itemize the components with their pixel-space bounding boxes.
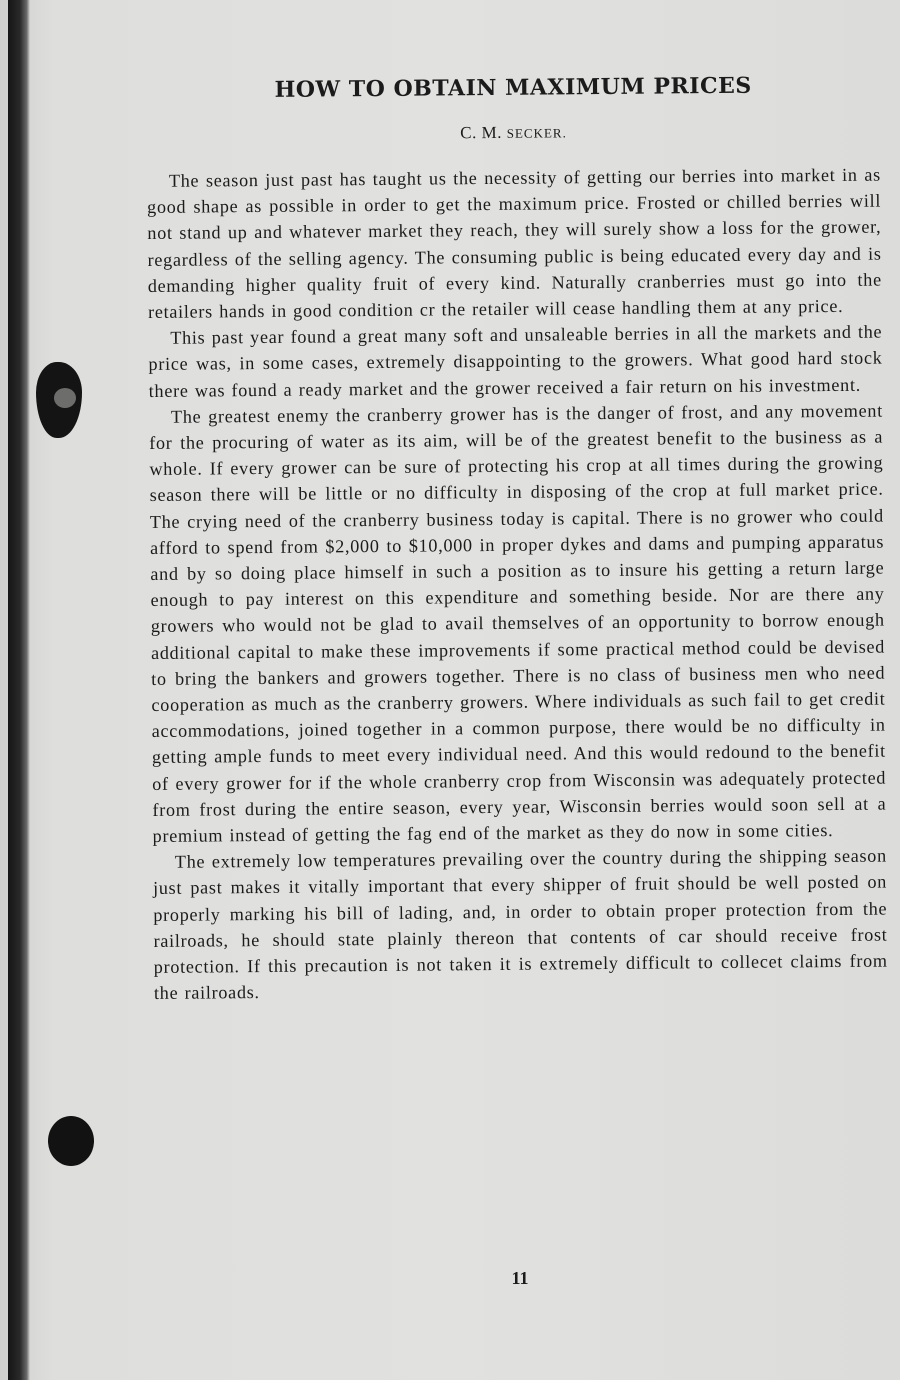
paragraph-3: The greatest enemy the cranberry grower has is the danger of frost, and any movement for the procuring of water as its aim, will be of the greatest benefit to the business as a whole. If every grower can be sure of protecting his crop at all times during the growing season there will be little or no difficulty in disposing of the crop at full market price. The crying need of the cranberry business today is capital. There is no grower who could afford to spend from $2,000 to $10,000 in proper dykes and dams and pumping apparatus and by so doing place himself in such a position as to insure his getting a return large enough to pay interest on this expenditure and something beside. Nor are there any growers who would not be glad to avail themselves of an opportunity to borrow enough additional capital to make these improvements if some practical method could be devised to bring the bankers and growers together. There is no class of business men who need cooperation as much as the cranberry growers. Where individuals as such fail to get credit accommodations, joined together in a common purpose, there would be no difficulty in getting ample funds to meet every individual need. And this would redound to the benefit of every grower for if the whole cranberry crop from Wisconsin was adequately protected from frost during the entire season, every year, Wisconsin berries would soon sell at a premium instead of getting the fag end of the market as they do now in some cities. xyxy=(149,400,887,847)
paragraph-4: The extremely low temperatures prevailing over the country during the shipping season just past makes it vitally important that every shipper of fruit should be well posted on properly marking his bill of lading, and, in order to obtain proper protection from the railroads, he should state plainly thereon that contents of car should receive frost protection. If this precaution is not taken it is extremely difficult to collecet claims from the railroads. xyxy=(152,845,888,1004)
author-byline xyxy=(146,120,880,146)
binding-edge xyxy=(8,0,30,1380)
author-surname: SECKER. xyxy=(506,125,567,141)
author-initials: C. M. xyxy=(460,122,503,143)
punch-hole-top xyxy=(36,362,82,438)
page-number: 11 xyxy=(511,1268,529,1288)
paragraph-1: The season just past has taught us the necessity of getting our berries into market in as good shape as possible in order to get the maximum price. Frosted or chilled berries will not stand up and whatever market they reach, they will surely show a loss for the grower, regardless of the selling agency. The consuming public is being educated every day and is demanding higher quality fruit of every kind. Naturally cranberries must go into the retailers hands in good condition cr the retailer will cease handling them at any price. xyxy=(147,164,882,323)
paragraph-2: This past year found a great many soft and unsaleable berries in all the markets and the price was, in some cases, extremely disappointing to the growers. What good hard stock there was found a ready market and the grower received a fair return on his investment. xyxy=(148,321,883,401)
article xyxy=(146,72,888,1007)
article-title: HOW TO OBTAIN MAXIMUM PRICES xyxy=(274,72,752,103)
punch-hole-bottom xyxy=(48,1116,94,1166)
